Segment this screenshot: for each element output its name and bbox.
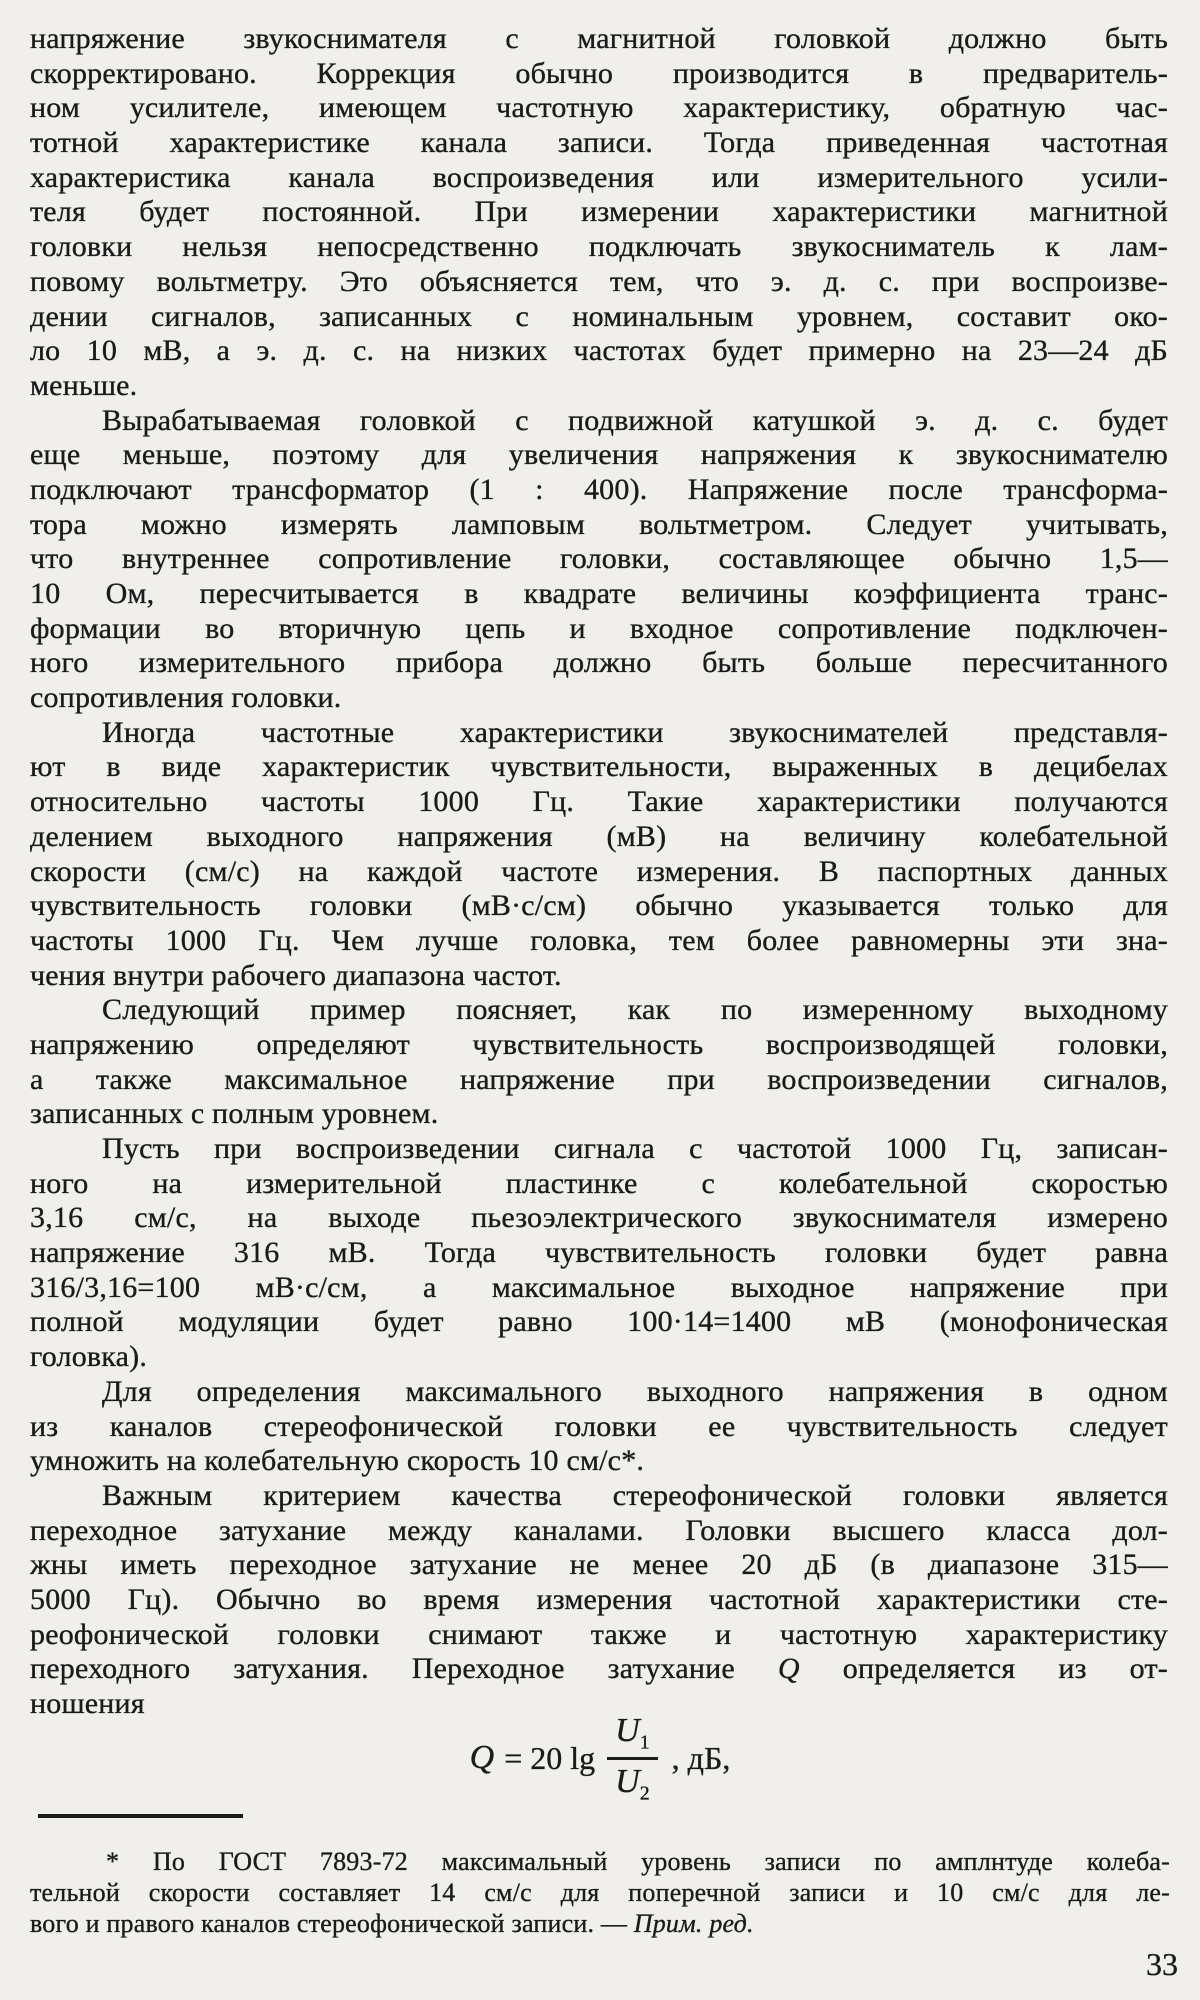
footnote-separator xyxy=(38,1814,243,1818)
text-line: тотной характеристике канала записи. Тогда приведенная частотная xyxy=(30,126,1168,160)
text-line: а также максимальное напряжение при воспроизведении сигналов, xyxy=(30,1062,1168,1096)
text-line: ют в виде характеристик чувствительности, выраженных в децибелах xyxy=(30,750,1168,784)
page-number: 33 xyxy=(1146,1946,1178,1982)
text-line: формации во вторичную цепь и входное сопротивление подключен- xyxy=(30,611,1168,645)
text-line: делением выходного напряжения (мВ) на величину колебательной xyxy=(30,819,1168,853)
text-line: повому вольтметру. Это объясняется тем, что э. д. с. при воспроизве- xyxy=(30,264,1168,298)
text-line: * По ГОСТ 7893-72 максимальный уровень записи по амплнтуде колеба- xyxy=(106,1847,1170,1876)
fraction-denominator: $U_2$ xyxy=(615,1763,650,1805)
text-line: Следующий пример поясняет, как по измеренному выходному xyxy=(102,993,1168,1027)
text-line: тора можно измерять ламповым вольтметром. Следует учитывать, xyxy=(30,507,1168,541)
text-line: еще меньше, поэтому для увеличения напряжения к звукоснимателю xyxy=(30,438,1168,472)
text-line: умножить на колебательную скорость 10 см/с*. xyxy=(30,1444,645,1478)
text-line: ного измерительного прибора должно быть больше пересчитанного xyxy=(30,646,1168,680)
text-line: чувствительность головки (мВ·с/см) обычно указывается только для xyxy=(30,889,1168,923)
text-line: реофонической головки снимают также и частотную характеристику xyxy=(30,1617,1168,1651)
text-line: что внутреннее сопротивление головки, составляющее обычно 1,5— xyxy=(30,542,1168,576)
text-line: головки нельзя непосредственно подключать звукосниматель к лам- xyxy=(30,230,1168,264)
fraction-numerator: $U_1$ xyxy=(607,1711,657,1760)
text-line: из каналов стереофонической головки ее чувствительность следует xyxy=(30,1409,1168,1443)
text-line: Иногда частотные характеристики звукоснимателей представля- xyxy=(102,715,1168,749)
formula-operator: = 20 lg xyxy=(504,1739,596,1776)
formula xyxy=(0,1708,1200,1808)
text-line: переходного затухания. Переходное затухание Q определяется из от- xyxy=(30,1652,1168,1686)
text-line: ло 10 мВ, а э. д. с. на низких частотах будет примерно на 23—24 дБ xyxy=(30,334,1168,368)
text-line: Важным критерием качества стереофонической головки является xyxy=(102,1478,1168,1512)
text-line: сопротивления головки. xyxy=(30,681,342,715)
text-line: характеристика канала воспроизведения или измерительного усили- xyxy=(30,160,1168,194)
text-line: скорости (см/с) на каждой частоте измерения. В паспортных данных xyxy=(30,854,1168,888)
formula-lhs: Q xyxy=(469,1739,495,1776)
text-line: меньше. xyxy=(30,368,138,402)
text-line: частоты 1000 Гц. Чем лучше головка, тем более равномерны эти зна- xyxy=(30,923,1168,957)
text-line: полной модуляции будет равно 100·14=1400 мВ (монофоническая xyxy=(30,1305,1168,1339)
text-line: 3,16 см/с, на выходе пьезоэлектрического звукоснимателя измерено xyxy=(30,1201,1168,1235)
text-line: записанных с полным уровнем. xyxy=(30,1097,439,1131)
formula-units: , дБ, xyxy=(671,1739,731,1776)
main-text xyxy=(30,22,1168,1722)
footnote-text xyxy=(30,1846,1170,1939)
text-line: ношения xyxy=(30,1687,145,1720)
text-line: чения внутри рабочего диапазона частот. xyxy=(30,958,562,992)
text-line: вого и правого каналов стереофонической записи. — Прим. ред. xyxy=(30,1909,754,1938)
formula-fraction xyxy=(607,1711,657,1805)
text-line: тельной скорости составляет 14 см/с для поперечной записи и 10 см/с для ле- xyxy=(30,1878,1170,1907)
text-line: переходное затухание между каналами. Головки высшего класса дол- xyxy=(30,1513,1168,1547)
text-line: Вырабатываемая головкой с подвижной катушкой э. д. с. будет xyxy=(102,403,1168,437)
text-line: напряжению определяют чувствительность воспроизводящей головки, xyxy=(30,1027,1168,1061)
text-line: напряжение 316 мВ. Тогда чувствительность головки будет равна xyxy=(30,1236,1168,1270)
text-line: головка). xyxy=(30,1340,148,1374)
text-line: Для определения максимального выходного напряжения в одном xyxy=(102,1374,1168,1408)
text-line: напряжение звукоснимателя с магнитной головкой должно быть xyxy=(30,22,1168,55)
text-line: 10 Ом, пересчитывается в квадрате величины коэффициента транс- xyxy=(30,577,1168,610)
text-line: 5000 Гц). Обычно во время измерения частотной характеристики сте- xyxy=(30,1582,1168,1616)
text-line: Пусть при воспроизведении сигнала с частотой 1000 Гц, записан- xyxy=(102,1132,1168,1165)
text-line: теля будет постоянной. При измерении характеристики магнитной xyxy=(30,195,1168,229)
text-line: 316/3,16=100 мВ·с/см, а максимальное выходное напряжение при xyxy=(30,1270,1168,1304)
text-line: ного на измерительной пластинке с колебательной скоростью xyxy=(30,1166,1168,1200)
text-line: скорректировано. Коррекция обычно производится в предваритель- xyxy=(30,56,1168,90)
text-line: относительно частоты 1000 Гц. Такие характеристики получаются xyxy=(30,785,1168,819)
text-line: ном усилителе, имеющем частотную характеристику, обратную час- xyxy=(30,91,1168,125)
text-line: дении сигналов, записанных с номинальным уровнем, составит око- xyxy=(30,299,1168,333)
text-line: жны иметь переходное затухание не менее 20 дБ (в диапазоне 315— xyxy=(30,1548,1168,1582)
text-line: подключают трансформатор (1 : 400). Напряжение после трансформа- xyxy=(30,472,1168,506)
